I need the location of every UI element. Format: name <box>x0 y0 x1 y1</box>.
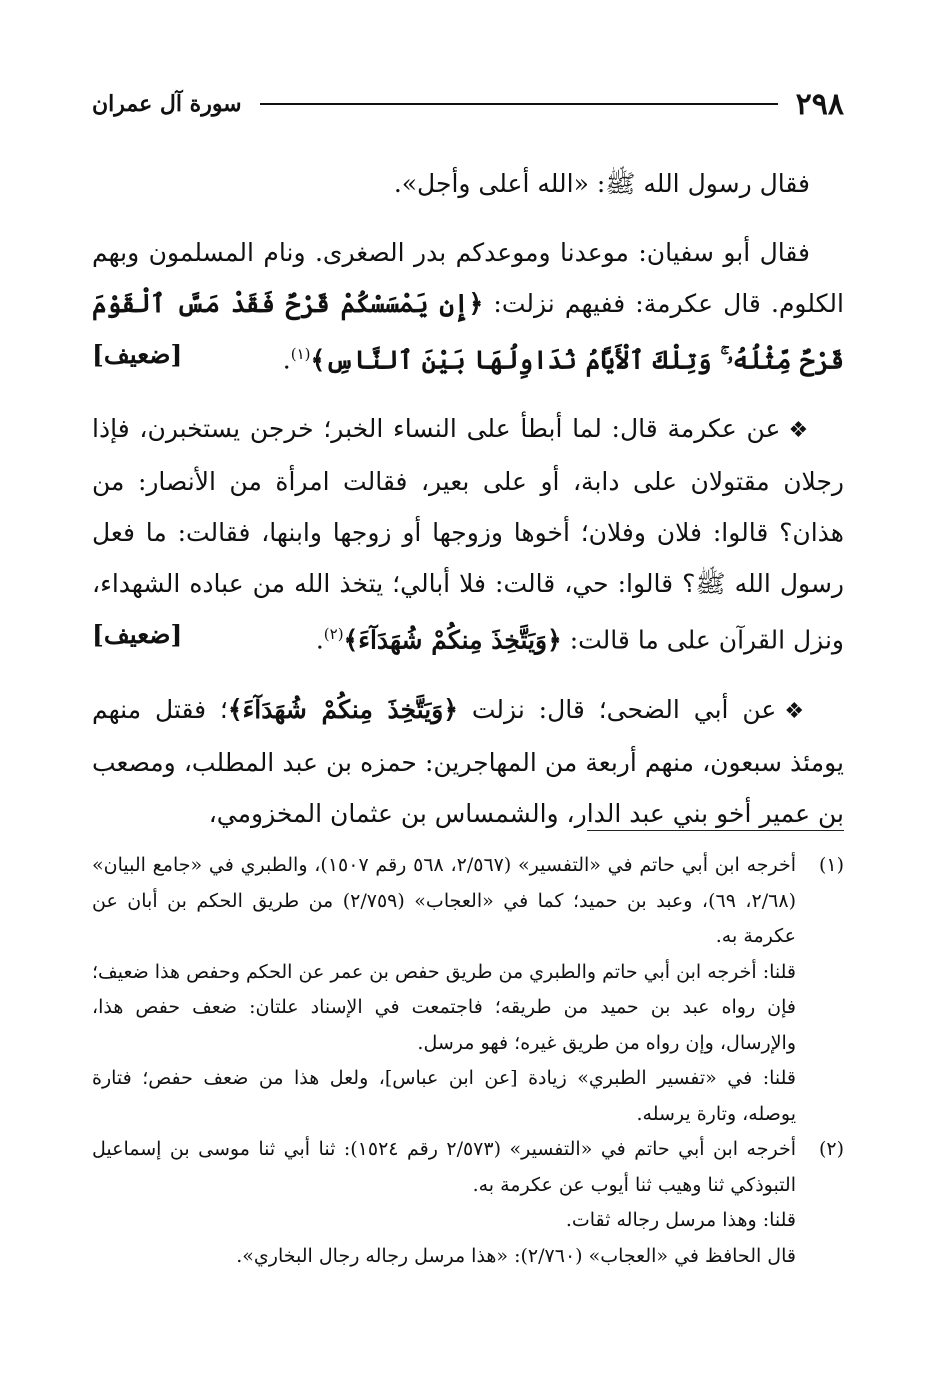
grade-label: [ضعيف] <box>92 340 183 369</box>
diamond-bullet-icon: ❖ <box>788 418 810 444</box>
footnote-line: قلنا: وهذا مرسل رجاله ثقات. <box>565 1209 796 1231</box>
quran-verse: ﴿وَيَتَّخِذَ مِنكُمْ شُهَدَآءَ﴾ <box>227 694 458 724</box>
footnote-line: قلنا: أخرجه ابن أبي حاتم والطبري من طريق حفص بن عمر عن الحكم وحفص هذا ضعيف؛ فإن رواه عبد بن حميد من طريقه؛ فاجتمعت في الإسناد علتان: ضعف حفص هذا، والإرسال، وإن رواه من طريق غيره؛ فهو مرسل. <box>92 960 796 1054</box>
footnote-line: أخرجه ابن أبي حاتم في «التفسير» (٢/٥٧٣ رقم ١٥٢٤): ثنا أبي ثنا موسى بن إسماعيل التبوذكي ثنا وهيب ثنا أيوب عن عكرمة به. <box>92 1138 796 1196</box>
quran-verse: ﴿وَيَتَّخِذَ مِنكُمْ شُهَدَآءَ﴾ <box>343 625 562 655</box>
paragraph-3 <box>92 403 844 665</box>
footnote-separator <box>587 830 844 831</box>
footnote-line: أخرجه ابن أبي حاتم في «التفسير» (٢/٥٦٧، ٥٦٨ رقم ١٥٠٧)، والطبري في «جامع البيان» (٢/٦٨، ٦٩)، وعبد بن حميد؛ كما في «العجاب» (٢/٧٥٩) من طريق الحكم بن أبان عن عكرمة به. <box>92 854 797 947</box>
main-text <box>92 158 844 857</box>
paragraph-text: عن أبي الضحى؛ قال: نزلت <box>457 694 777 724</box>
footnote-body <box>92 848 796 1132</box>
footnote-line: قال الحافظ في «العجاب» (٢/٧٦٠): «هذا مرسل رجاله رجال البخاري». <box>236 1244 796 1267</box>
punctuation: . <box>282 345 291 375</box>
footnote-ref: (٢) <box>323 625 344 644</box>
footnote-number: (٢) <box>818 1138 844 1160</box>
paragraph-4 <box>92 684 844 839</box>
paragraph-text: فقال رسول الله ﷺ: «الله أعلى وأجل». <box>393 169 810 198</box>
paragraph-text: فقال أبو سفيان: موعدنا وموعدكم بدر الصغرى. ونام المسلمون وبهم الكلوم. قال عكرمة: ففيهم نزلت: <box>92 238 844 318</box>
paragraph-1 <box>92 158 844 209</box>
footnote-1 <box>92 848 844 1132</box>
diamond-bullet-icon: ❖ <box>784 698 810 724</box>
footnote-body <box>92 1132 796 1274</box>
paragraph-text: عن عكرمة قال: لما أبطأ على النساء الخبر؛ خرجن يستخبرن، فإذا رجلان مقتولان على دابة، أو على بعير، فقالت امرأة من الأنصار: من هذان؟ قالوا: فلان وفلان؛ أخوها وزوجها أو زوجها وابنها، فقالت: ما فعل رسول الله ﷺ؟ قالوا: حي، قالت: فلا أبالي؛ يتخذ الله من عباده الشهداء، ونزل القرآن على ما قالت: <box>92 414 844 655</box>
header-rule <box>260 103 778 105</box>
page-number: ٢٩٨ <box>795 86 844 122</box>
page-header <box>92 84 844 124</box>
footnote-line: قلنا: في «تفسير الطبري» زيادة [عن ابن عباس]، ولعل هذا من ضعف حفص؛ فتارة يوصله، وتارة يرسله. <box>92 1067 796 1125</box>
footnotes <box>92 848 844 1274</box>
footnote-2 <box>92 1132 844 1274</box>
footnote-number: (١) <box>818 854 844 876</box>
grade-label: [ضعيف] <box>92 620 183 650</box>
paragraph-2 <box>92 227 844 385</box>
paragraph-text: ؛ فقتل منهم يومئذ سبعون، منهم أربعة من المهاجرين: حمزه بن عبد المطلب، ومصعب بن عمير أخو بني عبد الدار، والشمساس بن عثمان المخزومي، <box>92 694 844 828</box>
footnote-ref: (١) <box>290 345 311 363</box>
punctuation: . <box>315 625 324 655</box>
surah-name: سورة آل عمران <box>92 91 242 117</box>
quran-verse: ﴿إِن يَمْسَسْكُمْ قَرْحٌ فَقَدْ مَسَّ ٱلْقَوْمَ قَرْحٌ مِّثْلُهُۥ ۚ وَتِلْكَ ٱلْأَيَّامُ نُدَاوِلُهَا بَيْنَ ٱلنَّاسِ﴾ <box>92 289 844 375</box>
